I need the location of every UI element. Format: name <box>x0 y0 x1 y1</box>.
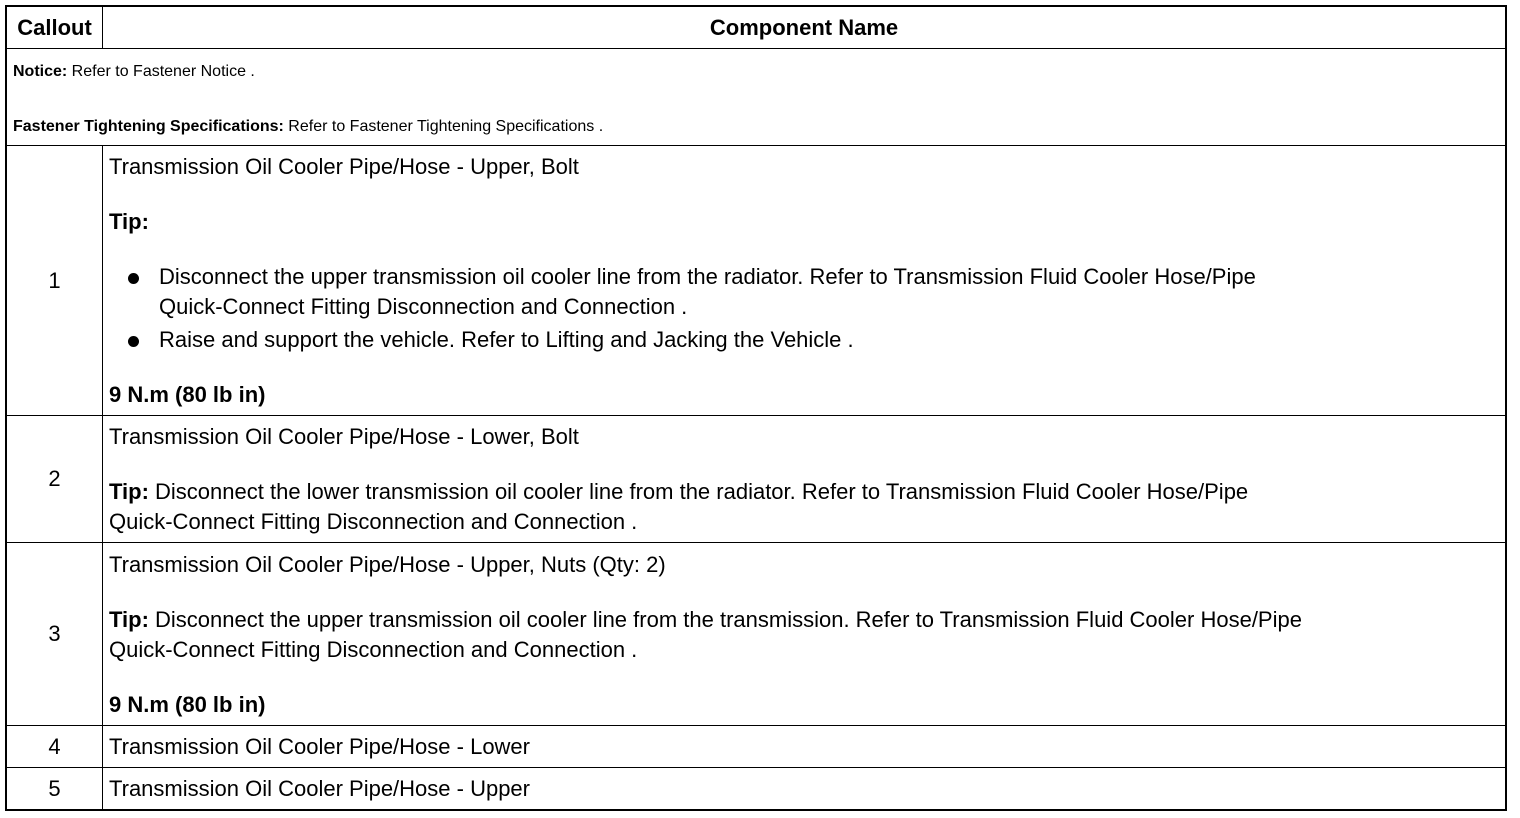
table-row <box>7 768 1505 809</box>
notice-row <box>7 49 1505 146</box>
component-name: Transmission Oil Cooler Pipe/Hose - Lower, Bolt <box>109 424 579 449</box>
component-cell <box>103 416 1505 542</box>
component-cell <box>103 768 1505 809</box>
bullet-text: Raise and support the vehicle. Refer to Lifting and Jacking the Vehicle . <box>159 327 854 352</box>
component-name: Transmission Oil Cooler Pipe/Hose - Upper <box>109 776 530 801</box>
spec-text: Refer to Fastener Tightening Specifications . <box>283 118 604 135</box>
callout-number: 1 <box>7 146 103 415</box>
bullet-icon <box>128 273 139 284</box>
notice-line <box>13 57 255 87</box>
callout-number: 2 <box>7 416 103 542</box>
table-header-row <box>7 7 1505 49</box>
component-cell <box>103 726 1505 767</box>
torque-spec: 9 N.m (80 lb in) <box>109 382 266 407</box>
tip-label: Tip: <box>109 479 149 504</box>
callout-number: 4 <box>7 726 103 767</box>
tip-line: Tip: Disconnect the upper transmission oil cooler line from the transmission. Refer to Transmission Fluid Cooler Hose/Pipe <box>109 607 1302 632</box>
table-row <box>7 416 1505 543</box>
tip-label: Tip: <box>109 209 149 234</box>
notice-text: Refer to Fastener Notice . <box>67 63 255 80</box>
component-name: Transmission Oil Cooler Pipe/Hose - Upper, Nuts (Qty: 2) <box>109 552 666 577</box>
component-table <box>5 5 1507 811</box>
callout-number: 3 <box>7 543 103 725</box>
table-row <box>7 543 1505 726</box>
tip-line: Tip: Disconnect the lower transmission oil cooler line from the radiator. Refer to Transmission Fluid Cooler Hose/Pipe <box>109 479 1249 504</box>
bullet-text-continued: Quick-Connect Fitting Disconnection and Connection . <box>159 294 688 319</box>
tip-line-continued: Quick-Connect Fitting Disconnection and Connection . <box>109 509 638 534</box>
notice-label: Notice: <box>13 63 68 80</box>
component-name: Transmission Oil Cooler Pipe/Hose - Upper, Bolt <box>109 154 579 179</box>
spec-label: Fastener Tightening Specifications: <box>13 118 284 135</box>
component-cell <box>103 146 1505 415</box>
tip-label: Tip: <box>109 607 149 632</box>
bullet-icon <box>128 336 139 347</box>
torque-spec: 9 N.m (80 lb in) <box>109 692 266 717</box>
component-cell <box>103 543 1505 725</box>
callout-column-header: Callout <box>7 7 103 48</box>
bullet-text: Disconnect the upper transmission oil cooler line from the radiator. Refer to Transmission Fluid Cooler Hose/Pipe <box>159 264 1256 289</box>
callout-number: 5 <box>7 768 103 809</box>
spec-line <box>13 112 603 142</box>
table-row <box>7 146 1505 416</box>
tip-line-continued: Quick-Connect Fitting Disconnection and Connection . <box>109 637 638 662</box>
component-name-column-header: Component Name <box>709 14 899 40</box>
table-row <box>7 726 1505 768</box>
component-name: Transmission Oil Cooler Pipe/Hose - Lower <box>109 734 530 759</box>
